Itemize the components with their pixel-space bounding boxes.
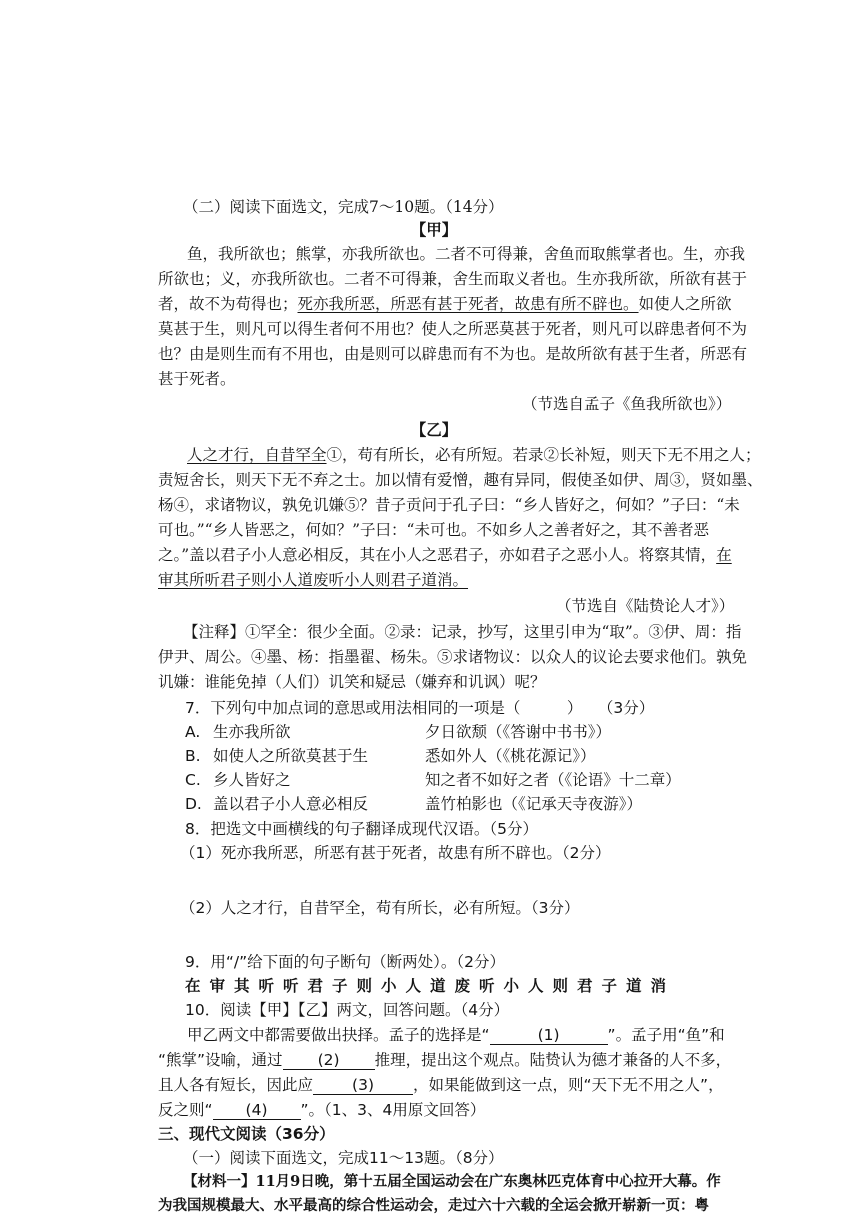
option-b: [185, 746, 368, 766]
option-letter: B.: [185, 747, 201, 765]
question-10-text: 反之则“: [158, 1101, 213, 1119]
passage-text: ⑤？昔子贡问于孔子曰：“乡人皆好之，何如？”子曰：“未: [344, 496, 740, 514]
passage-text: 之。”盖以君子小人意必相反，其在小人之恶君子，亦如君子之恶小人。将察其情，: [158, 546, 717, 564]
option-letter: D.: [185, 795, 202, 813]
option-left: 盖以君子小人意必相反: [213, 795, 369, 813]
annotation-line: 【注释】①罕全：很少全面。②录：记录，抄写，这里引申为“取”。③伊、周：指: [183, 623, 742, 641]
question-10-text: ”。（1、3、4用原文回答）: [300, 1101, 486, 1119]
section-subheading: （一）阅读下面选文，完成11～13题。（8分）: [183, 1149, 504, 1167]
question-7-stem: 7．下列句中加点词的意思或用法相同的一项是（ ） （3分）: [185, 699, 655, 717]
annotation-line: 伊尹、周公。④墨、杨：指墨翟、杨朱。⑤求诸物议：以众人的议论去要求他们。孰免: [158, 648, 748, 666]
passage-yi-line: [158, 470, 763, 490]
passage-text: 杨: [158, 496, 174, 514]
passage-text: ④，求诸物议，孰免讥嫌: [173, 496, 345, 514]
passage-jia-line: 甚于死者。: [158, 370, 236, 388]
option-a-right: 夕日欲颓（《答谢中书书》）: [425, 723, 612, 741]
question-10-text: 甲乙两文中都需要做出抉择。孟子的选择是“: [187, 1026, 490, 1044]
passage-jia-line: 所欲也；义，亦我所欲也。二者不可得兼，舍生而取义者也。生亦我所欲，所欲有甚于: [158, 270, 748, 288]
annotation-line: 讥嫌：谁能免掉（人们）讥笑和疑忌（嫌弃和讥讽）呢？: [158, 673, 546, 691]
option-left: 如使人之所欲莫甚于生: [213, 747, 369, 765]
material-line: 为我国规模最大、水平最高的综合性运动会，走过六十六载的全运会掀开崭新一页：粤: [158, 1197, 709, 1214]
question-10-line: [158, 1100, 485, 1120]
option-letter: C.: [185, 771, 201, 789]
underlined-sentence: 在: [716, 546, 732, 564]
passage-yi-line: 可也。”“乡人皆恶之，何如？”子曰：“未可也。不如乡人之善者好之，其不善者恶: [158, 521, 709, 539]
passage-yi-line: [158, 545, 732, 565]
passage-label-jia: 【甲】: [410, 220, 458, 239]
passage-label-yi: 【乙】: [410, 420, 458, 439]
passage-text: ①，苟有所长，必有所短。若录: [326, 446, 544, 464]
passage-text: 者，故不为苟得也；: [158, 295, 298, 313]
question-10-line: [187, 1025, 725, 1045]
option-c: [185, 770, 291, 790]
question-10-text: 且人各有短长，因此应: [158, 1076, 314, 1094]
underlined-sentence: 审其所听君子则小人道废听小人则君子道消。: [158, 571, 469, 589]
question-10-line: [158, 1050, 731, 1070]
passage-jia-source: （节选自孟子《鱼我所欲也》）: [522, 395, 732, 413]
answer-blank-1[interactable]: (1): [490, 1026, 608, 1045]
underlined-sentence: 死亦我所恶，所恶有甚于死者，故患有所不辟也。: [297, 295, 639, 313]
option-d: [185, 794, 368, 814]
passage-yi-line: [158, 495, 740, 515]
passage-text: 责短舍长，则天下无不弃之士。加以情有爱憎，趣有异同，假使圣如伊、周: [158, 471, 670, 489]
section-heading-reading-2: （二）阅读下面选文，完成7～10题。（14分）: [183, 198, 504, 216]
underlined-sentence: 人之才行，自昔罕全: [187, 446, 327, 464]
question-10-stem: 10．阅读【甲】【乙】两文，回答问题。（4分）: [185, 1001, 510, 1019]
option-b-right: 悉如外人（《桃花源记》）: [425, 747, 596, 765]
question-8-sub1: （1）死亦我所恶，所恶有甚于死者，故患有所不辟也。（2分）: [180, 844, 611, 862]
passage-jia-line: 鱼，我所欲也；熊掌，亦我所欲也。二者不可得兼，舍鱼而取熊掌者也。生，亦我: [187, 245, 746, 263]
answer-blank-2[interactable]: (2): [283, 1051, 375, 1070]
material-line: 【材料一】11月9日晚，第十五届全国运动会在广东奥林匹克体育中心拉开大幕。作: [183, 1173, 721, 1190]
option-a: [185, 722, 291, 742]
question-9-stem: 9．用“/”给下面的句子断句（断两处）。（2分）: [185, 953, 506, 971]
passage-text: ②长补短，则天下无不用之人；: [543, 446, 761, 464]
question-10-text: ”。孟子用“鱼”和: [607, 1026, 725, 1044]
passage-yi-line: [158, 570, 468, 590]
answer-blank-3[interactable]: (3): [313, 1076, 413, 1095]
passage-yi-source: （节选自《陆贽论人才》）: [556, 597, 735, 615]
question-8-sub2: （2）人之才行，自昔罕全，苟有所长，必有所短。（3分）: [180, 899, 580, 917]
option-d-right: 盖竹柏影也（《记承天寺夜游》）: [425, 795, 643, 813]
passage-jia-line: 莫甚于生，则凡可以得生者何不用也？使人之所恶莫甚于死者，则凡可以辟患者何不为: [158, 320, 748, 338]
question-10-text: 推理，提出这个观点。陆贽认为德才兼备的人不多，: [374, 1051, 732, 1069]
passage-text: ③，贤如墨、: [669, 471, 763, 489]
answer-blank-4[interactable]: (4): [213, 1101, 301, 1120]
option-c-right: 知之者不如好之者（《论语》十二章）: [425, 771, 681, 789]
question-10-text: ，如果能做到这一点，则“天下无不用之人”，: [413, 1076, 724, 1094]
question-10-text: “熊掌”设喻，通过: [158, 1051, 283, 1069]
passage-jia-line: 也？由是则生而有不用也，由是则可以辟患而有不为也。是故所欲有甚于生者，所恶有: [158, 345, 748, 363]
section-heading-modern-reading: 三、现代文阅读（36分）: [158, 1125, 335, 1143]
option-left: 乡人皆好之: [213, 771, 291, 789]
option-letter: A.: [185, 723, 201, 741]
question-8-stem: 8．把选文中画横线的句子翻译成现代汉语。（5分）: [185, 820, 538, 838]
passage-jia-line: [158, 294, 732, 314]
passage-text: 如使人之所欲: [638, 295, 732, 313]
question-10-line: [158, 1075, 724, 1095]
option-left: 生亦我所欲: [213, 723, 291, 741]
question-9-sentence: 在审其听听君子则小人道废听小人则君子道消: [185, 976, 676, 995]
passage-yi-line: [187, 445, 761, 465]
